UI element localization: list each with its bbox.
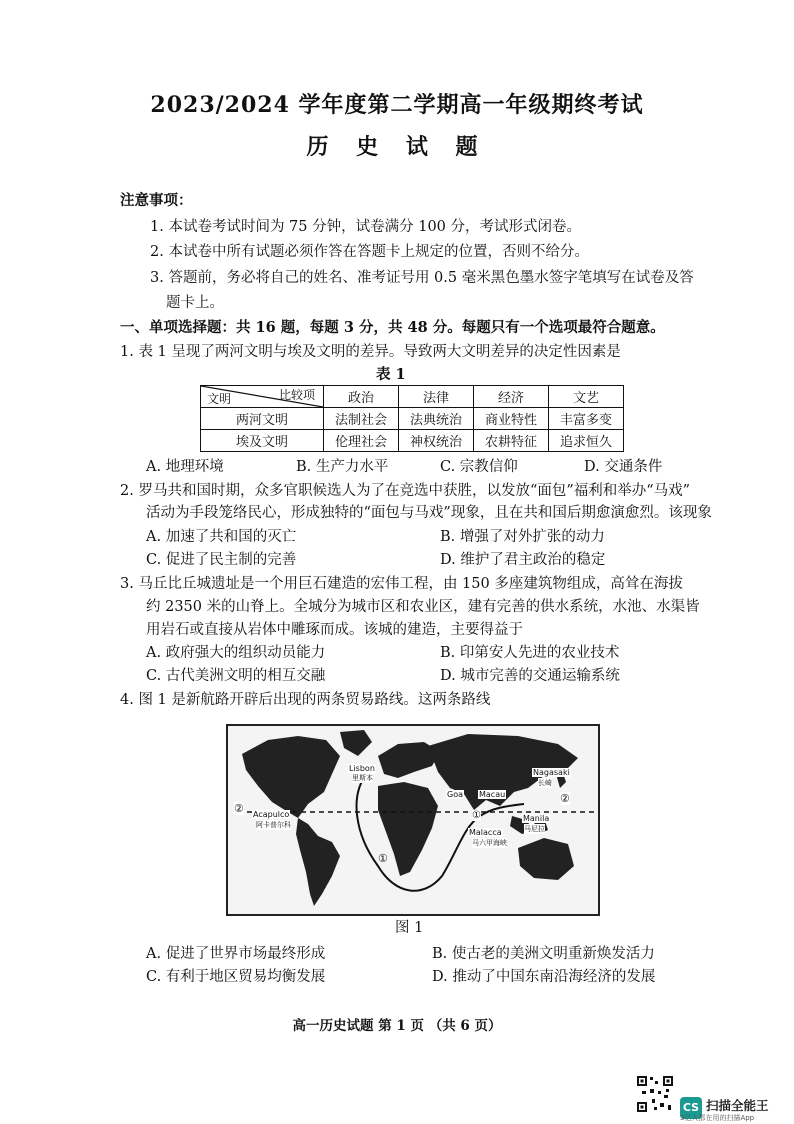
route-1-marker-left: ① (378, 852, 388, 865)
table-row-label: 埃及文明 (201, 430, 324, 452)
q1-option-c: C. 宗教信仰 (440, 459, 518, 475)
camscanner-logo: CS (680, 1097, 702, 1119)
table-cell: 商业特性 (474, 408, 549, 430)
q4-option-c: C. 有利于地区贸易均衡发展 (146, 969, 326, 985)
route-2-marker-left: ② (234, 802, 244, 815)
q2-option-d: D. 维护了君主政治的稳定 (440, 552, 606, 568)
notice-item-3: 3. 答题前，务必将自己的姓名、准考证号用 0.5 毫米黑色墨水签字笔填写在试卷及答 (150, 270, 694, 286)
q3-option-d: D. 城市完善的交通运输系统 (440, 668, 620, 684)
q2-option-c: C. 促进了民主制的完善 (146, 552, 297, 568)
route-2-marker-right: ② (560, 792, 570, 805)
table-cell: 丰富多变 (549, 408, 624, 430)
q4-option-a: A. 促进了世界市场最终形成 (146, 946, 326, 962)
label-acapulco: Acapulco (253, 810, 290, 819)
comparison-table (200, 385, 624, 452)
exam-title: 2023/2024 学年度第二学期高一年级期终考试 (150, 92, 644, 118)
q1-option-d: D. 交通条件 (584, 459, 663, 475)
q4-stem: 4. 图 1 是新航路开辟后出现的两条贸易路线。这两条路线 (120, 692, 491, 708)
camscanner-tagline: 3亿人都在用的扫描App (680, 1114, 755, 1122)
camscanner-name: 扫描全能王 (706, 1098, 769, 1113)
q1-stem: 1. 表 1 呈现了两河文明与埃及文明的差异。导致两大文明差异的决定性因素是 (120, 344, 621, 360)
table-cell: 法制社会 (324, 408, 399, 430)
label-malacca: Malacca (469, 828, 502, 837)
q1-option-b: B. 生产力水平 (296, 459, 389, 475)
q1-option-a: A. 地理环境 (146, 459, 224, 475)
label-nagasaki: Nagasaki (533, 768, 570, 777)
q3-option-b: B. 印第安人先进的农业技术 (440, 645, 620, 661)
q2-option-a: A. 加速了共和国的灭亡 (146, 529, 297, 545)
q2-stem-line-2: 活动为手段笼络民心，形成独特的“面包与马戏”现象，且在共和国后期愈演愈烈。该现象 (146, 505, 712, 521)
table-cell: 神权统治 (399, 430, 474, 452)
corner-bottom-label: 文明 (207, 392, 232, 406)
q3-option-a: A. 政府强大的组织动员能力 (146, 645, 326, 661)
table-cell: 法典统治 (399, 408, 474, 430)
label-manila-cn: 马尼拉 (524, 825, 545, 833)
q3-stem-line-1: 3. 马丘比丘城遗址是一个用巨石建造的宏伟工程，由 150 多座建筑物组成，高耸在海拔 (120, 576, 683, 592)
section-heading: 一、单项选择题：共 16 题，每题 3 分，共 48 分。每题只有一个选项最符合题意。 (120, 319, 665, 336)
table-header-cell: 经济 (474, 386, 549, 408)
q3-stem-line-2: 约 2350 米的山脊上。全城分为城市区和农业区，建有完善的供水系统，水池、水渠皆 (146, 599, 700, 615)
corner-top-label: 比较项 (278, 388, 315, 402)
table-header-cell: 政治 (324, 386, 399, 408)
table-header-cell: 法律 (399, 386, 474, 408)
table-corner-cell (201, 386, 324, 408)
label-acapulco-cn: 阿卡普尔科 (256, 821, 291, 829)
table-row-label: 两河文明 (201, 408, 324, 430)
subject-title: 历 史 试 题 (306, 134, 488, 160)
label-malacca-cn: 马六甲海峡 (472, 839, 507, 847)
map-caption: 图 1 (395, 920, 424, 936)
q2-stem-line-1: 2. 罗马共和国时期，众多官职候选人为了在竞选中获胜，以发放“面包”福利和举办“马戏” (120, 483, 691, 499)
trade-route-map (226, 724, 600, 916)
page-footer: 高一历史试题 第 1 页 （共 6 页） (292, 1018, 502, 1034)
table-cell: 伦理社会 (324, 430, 399, 452)
q4-option-b: B. 使古老的美洲文明重新焕发活力 (432, 946, 655, 962)
label-lisbon-cn: 里斯本 (352, 774, 373, 782)
label-lisbon: Lisbon (349, 764, 375, 773)
table-row (201, 430, 624, 452)
qr-code-icon (636, 1075, 674, 1113)
table-cell: 追求恒久 (549, 430, 624, 452)
q3-stem-line-3: 用岩石或直接从岩体中雕琢而成。该城的建造，主要得益于 (146, 622, 523, 638)
notice-item-2: 2. 本试卷中所有试题必须作答在答题卡上规定的位置，否则不给分。 (150, 244, 589, 260)
notice-item-3-cont: 题卡上。 (166, 295, 224, 311)
label-nagasaki-cn: 长崎 (538, 779, 552, 787)
label-macau: Macau (479, 790, 506, 799)
label-manila: Manila (523, 814, 550, 823)
q4-option-d: D. 推动了中国东南沿海经济的发展 (432, 969, 656, 985)
notice-heading: 注意事项： (120, 192, 193, 209)
table-row (201, 408, 624, 430)
notice-item-1: 1. 本试卷考试时间为 75 分钟，试卷满分 100 分，考试形式闭卷。 (150, 219, 582, 235)
table-cell: 农耕特征 (474, 430, 549, 452)
route-1-marker-right: ① (472, 810, 481, 821)
label-goa: Goa (447, 790, 463, 799)
q3-option-c: C. 古代美洲文明的相互交融 (146, 668, 326, 684)
q2-option-b: B. 增强了对外扩张的动力 (440, 529, 605, 545)
table-caption: 表 1 (376, 366, 406, 383)
table-header-cell: 文艺 (549, 386, 624, 408)
